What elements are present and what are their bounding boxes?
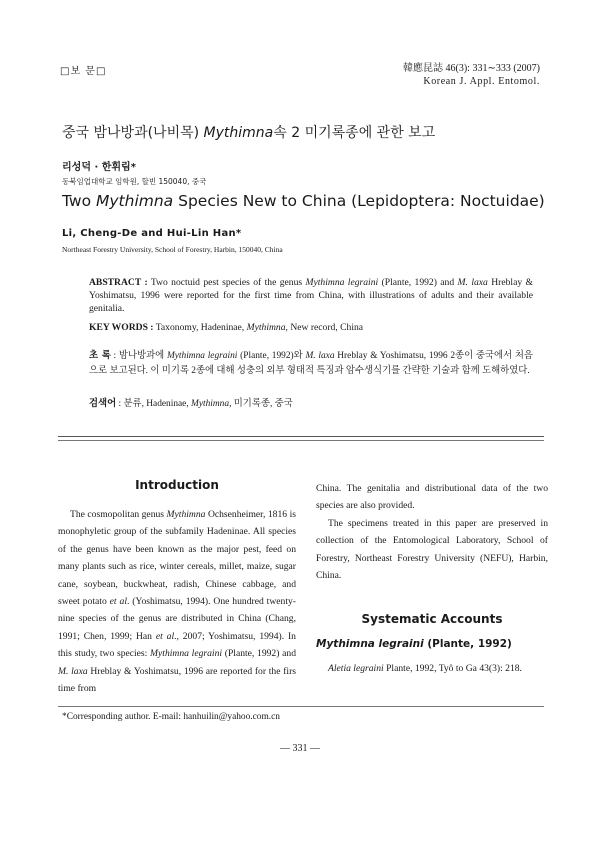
english-affiliation: Northeast Forestry University, School of Forestry, Harbin, 150040, China <box>62 245 283 254</box>
korean-keywords-genus: Mythimna <box>191 399 230 409</box>
korean-keywords-text: , 미기록종, 중국 <box>229 399 293 409</box>
right-column <box>316 480 548 678</box>
english-title-pre: Two <box>62 192 96 210</box>
abstract-label: ABSTRACT : <box>89 277 148 288</box>
keywords-label: KEY WORDS : <box>89 322 154 333</box>
specimens-paragraph: The specimens treated in this paper are preserved in collection of the Entomological Laboratory, School of Forestry, Northeast Forestry University (NEFU), Harbin, China. <box>316 517 548 582</box>
section-divider-secondary <box>58 440 544 441</box>
korean-abstract-label: 초 록 <box>89 350 111 361</box>
page-number: — 331 — <box>280 743 320 754</box>
introduction-paragraph: The cosmopolitan genus Mythimna Ochsenheimer, 1816 is monophyletic group of the subfamily Hadeninae. All species of the genus have been known as the major pest, feed on many plants such as rice, winter cereals, millet, maize, sugar cane, soybean, buckwheat, radish, Chinese cabbage, and sweet potato et al. (Yoshimatsu, 1994). One hundred twenty-nine species of the genus are distributed in China (Chang, 1991; Chen, 1999; Han et al., 2007; Yoshimatsu, 1994). In this study, two species: Mythimna legraini (Plante, 1992) and M. laxa Hreblay & Yoshimatsu, 1996 are reported for the firs time from <box>58 509 297 695</box>
korean-affiliation: 동북임업대학교 임학원, 할빈 150040, 중국 <box>62 177 207 186</box>
english-authors: Li, Cheng-De and Hui-Lin Han* <box>62 228 242 239</box>
synonym-citation: Aletia legraini Plante, 1992, Tyô to Ga 43(3): 218. <box>328 663 522 675</box>
abstract-text: Hreblay & Yoshimatsu, 1996 were reported for the first time from China, with illustrations of adults and their available genitalia. <box>89 277 533 314</box>
korean-abstract-text: (Plante, 1992)와 <box>237 351 306 361</box>
english-title-post: Species New to China (Lepidoptera: Noctuidae) <box>173 192 545 210</box>
left-column <box>58 478 296 697</box>
english-title-genus: Mythimna <box>96 192 174 210</box>
abstract-text: (Plante, 1992) and <box>378 277 458 288</box>
korean-keywords-text: : 분류, Hadeninae, <box>116 399 192 409</box>
korean-title-pre: 중국 밤나방과(나비목) <box>62 125 204 141</box>
keywords <box>89 322 533 333</box>
korean-abstract-text: : 밤나방과에 <box>110 351 167 361</box>
korean-abstract-species-2: M. laxa <box>305 351 335 361</box>
introduction-continued: China. The genitalia and distributional data of the two species are also provided. <box>316 483 548 512</box>
footnote-divider <box>58 706 544 707</box>
keywords-text: Taxonomy, Hadeninae, <box>153 322 247 333</box>
journal-citation <box>403 62 540 88</box>
keywords-genus: Mythimna <box>246 322 286 333</box>
korean-title-genus: Mythimna <box>203 125 274 141</box>
abstract-species-2: M. laxa <box>457 277 488 288</box>
korean-keywords-label: 검색어 <box>89 398 117 409</box>
section-divider <box>58 436 544 437</box>
journal-korean: 韓應昆誌 46(3): 331∼333 (2007) <box>403 63 540 74</box>
systematic-accounts-heading: Systematic Accounts <box>361 612 503 627</box>
corresponding-author-footnote: *Corresponding author. E-mail: hanhuilin@yahoo.com.cn <box>62 712 280 722</box>
abstract-text: Two noctuid pest species of the genus <box>147 277 306 288</box>
introduction-heading: Introduction <box>135 478 219 492</box>
korean-authors: 리성덕 · 한휘림* <box>62 162 136 173</box>
korean-title-post: 속 2 미기록종에 관한 보고 <box>273 125 436 141</box>
keywords-text: , New record, China <box>285 322 364 333</box>
korean-keywords <box>89 395 533 409</box>
korean-abstract <box>89 348 533 379</box>
species-heading: Mythimna legraini (Plante, 1992) <box>316 638 512 651</box>
korean-abstract-text: Hreblay & Yoshimatsu, 1996 2종이 중국에서 처음으로 보고된다. 이 미기록 2종에 대해 성충의 외부 형태적 특징과 암수생식기를 간략한 기술과 함께 도해하였다. <box>89 351 533 376</box>
korean-title <box>62 122 435 142</box>
section-tag: □보 문□ <box>60 66 107 77</box>
journal-english: Korean J. Appl. Entomol. <box>423 76 540 87</box>
korean-abstract-species-1: Mythimna legraini <box>166 351 238 361</box>
abstract <box>89 276 533 315</box>
english-title <box>62 192 545 210</box>
abstract-species-1: Mythimna legraini <box>305 277 379 288</box>
